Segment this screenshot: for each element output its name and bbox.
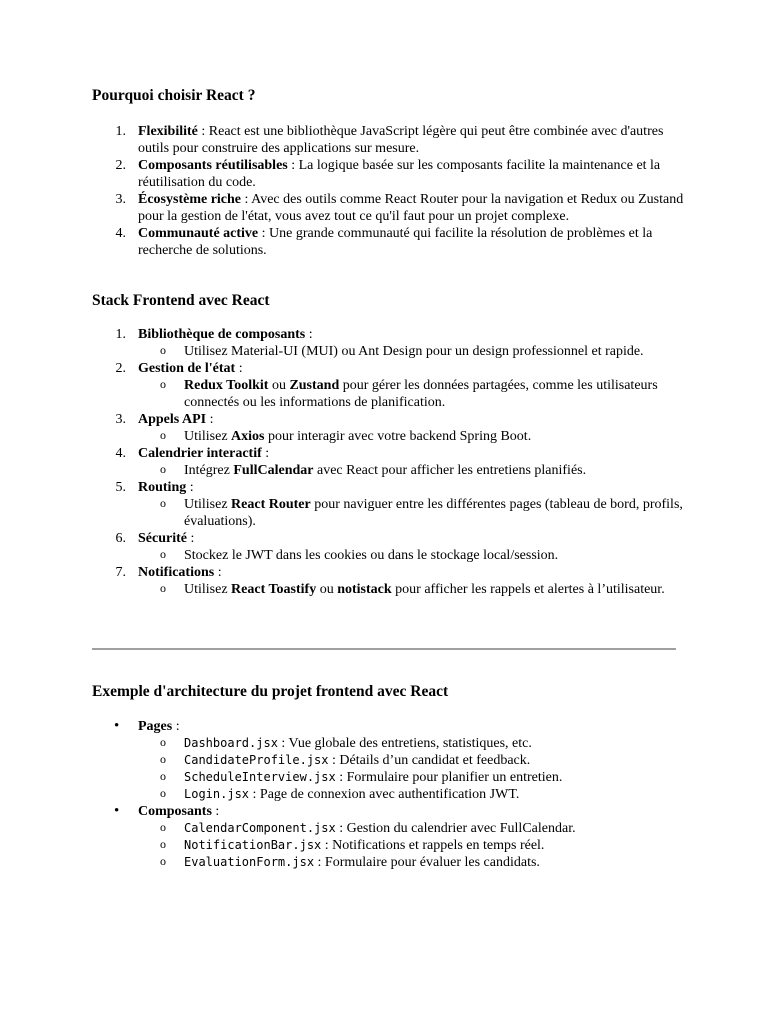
sub-text: : Détails d’un candidat et feedback.	[328, 753, 531, 768]
horizontal-rule	[92, 648, 676, 650]
item-colon: :	[211, 804, 220, 819]
sub-list	[138, 547, 692, 564]
sub-list	[138, 496, 692, 530]
list-number: 2.	[115, 361, 126, 376]
list-item	[92, 564, 692, 598]
sub-text: avec React pour afficher les entretiens planifiés.	[313, 463, 587, 478]
sub-list	[138, 462, 692, 479]
list-number: 4.	[115, 446, 126, 461]
item-term: Appels API	[138, 412, 207, 427]
sub-list	[138, 820, 692, 871]
list-item	[92, 803, 692, 871]
sub-term: Axios	[231, 429, 265, 444]
list-number: 3.	[115, 192, 126, 207]
sub-list	[138, 735, 692, 803]
sub-bullet: o	[160, 428, 166, 442]
list-number: 2.	[115, 158, 126, 173]
sub-list-item	[138, 581, 692, 598]
sub-list-item	[138, 854, 692, 871]
heading-stack-frontend: Stack Frontend avec React	[92, 292, 270, 309]
item-colon: :	[186, 480, 194, 495]
sub-text: : Notifications et rappels en temps réel.	[321, 838, 545, 853]
sub-text: Utilisez	[184, 497, 232, 512]
sub-list-item	[138, 820, 692, 837]
list-item	[92, 445, 692, 479]
item-colon: :	[305, 327, 313, 342]
list-item	[92, 157, 692, 191]
item-colon: :	[261, 446, 270, 461]
list-item	[92, 123, 692, 157]
architecture-list	[92, 718, 692, 871]
sub-bullet: o	[160, 343, 166, 357]
sub-bullet: o	[160, 752, 166, 766]
list-number: 6.	[115, 531, 126, 546]
sub-text: pour naviguer entre les différentes pages (tableau de bord, profils, évaluations).	[184, 497, 683, 529]
item-term: Pages	[138, 719, 173, 734]
list-item	[92, 225, 692, 259]
item-colon: :	[235, 361, 243, 376]
sub-text: : Formulaire pour planifier un entretien.	[335, 770, 563, 785]
list-item	[92, 479, 692, 530]
sub-list	[138, 581, 692, 598]
sub-term: FullCalendar	[233, 463, 314, 478]
file-name: ScheduleInterview.jsx	[184, 770, 336, 784]
heading-architecture: Exemple d'architecture du projet frontend avec React	[92, 683, 449, 700]
file-name: Dashboard.jsx	[184, 736, 278, 750]
sub-text: ou	[268, 378, 290, 393]
item-term: Flexibilité	[138, 124, 198, 139]
sub-bullet: o	[160, 547, 166, 561]
item-term: Écosystème riche	[138, 192, 242, 207]
list-item	[92, 191, 692, 225]
list-number: 1.	[115, 124, 126, 139]
item-term: Composants réutilisables	[138, 158, 288, 173]
sub-bullet: o	[160, 786, 166, 800]
item-term: Notifications	[138, 565, 215, 580]
sub-list-item	[138, 547, 692, 564]
file-name: CandidateProfile.jsx	[184, 753, 329, 767]
item-text: : Une grande communauté qui facilite la résolution de problèmes et la recherche de solutions.	[138, 226, 653, 258]
file-name: CalendarComponent.jsx	[184, 821, 336, 835]
sub-bullet: o	[160, 854, 166, 868]
item-text: : Avec des outils comme React Router pour la navigation et Redux ou Zustand pour la gestion de l'état, vous avez tout ce qu'il faut pour un projet complexe.	[138, 192, 684, 224]
sub-text: Utilisez Material-UI (MUI) ou Ant Design pour un design professionnel et rapide.	[184, 344, 644, 359]
item-colon: :	[206, 412, 214, 427]
sub-list-item	[138, 377, 692, 411]
item-colon: :	[172, 719, 180, 734]
sub-list	[138, 377, 692, 411]
item-text: : La logique basée sur les composants facilite la maintenance et la réutilisation du code.	[138, 158, 661, 190]
item-text: : React est une bibliothèque JavaScript légère qui peut être combinée avec d'autres outils pour construire des applications sur mesure.	[138, 124, 664, 156]
item-term: Composants	[138, 804, 212, 819]
sub-term: notistack	[337, 582, 392, 597]
sub-list	[138, 428, 692, 445]
sub-term: React Router	[231, 497, 311, 512]
sub-text: pour afficher les rappels et alertes à l’utilisateur.	[391, 582, 665, 597]
list-number: 1.	[115, 327, 126, 342]
why-react-list	[92, 123, 692, 259]
sub-list-item	[138, 837, 692, 854]
list-item	[92, 718, 692, 803]
list-number: 4.	[115, 226, 126, 241]
sub-bullet: o	[160, 581, 166, 595]
bullet: •	[114, 718, 120, 734]
sub-bullet: o	[160, 735, 166, 749]
sub-text: Utilisez	[184, 582, 232, 597]
sub-text: pour gérer les données partagées, comme les utilisateurs connectés ou les informations de planification.	[184, 378, 658, 410]
list-item	[92, 411, 692, 445]
bullet: •	[114, 803, 120, 819]
sub-term: React Toastify	[231, 582, 317, 597]
heading-why-react: Pourquoi choisir React ?	[92, 87, 256, 104]
sub-text: : Formulaire pour évaluer les candidats.	[314, 855, 540, 870]
item-colon: :	[214, 565, 222, 580]
sub-text: ou	[316, 582, 338, 597]
sub-text: : Page de connexion avec authentification JWT.	[249, 787, 520, 802]
sub-text: Utilisez	[184, 429, 232, 444]
sub-list-item	[138, 496, 692, 530]
sub-list-item	[138, 769, 692, 786]
sub-bullet: o	[160, 462, 166, 476]
item-term: Bibliothèque de composants	[138, 327, 306, 342]
item-term: Calendrier interactif	[138, 446, 262, 461]
sub-bullet: o	[160, 820, 166, 834]
sub-text: : Vue globale des entretiens, statistiques, etc.	[277, 736, 532, 751]
sub-text: Stockez le JWT dans les cookies ou dans le stockage local/session.	[184, 548, 559, 563]
item-term: Sécurité	[138, 531, 187, 546]
list-item	[92, 530, 692, 564]
sub-bullet: o	[160, 769, 166, 783]
sub-term: Redux Toolkit	[184, 378, 269, 393]
sub-term: Zustand	[289, 378, 340, 393]
sub-list-item	[138, 786, 692, 803]
list-number: 3.	[115, 412, 126, 427]
list-item	[92, 326, 692, 360]
sub-bullet: o	[160, 837, 166, 851]
sub-list-item	[138, 462, 692, 479]
sub-list-item	[138, 752, 692, 769]
sub-bullet: o	[160, 377, 166, 391]
sub-list-item	[138, 735, 692, 752]
list-item	[92, 360, 692, 411]
sub-list	[138, 343, 692, 360]
item-term: Communauté active	[138, 226, 259, 241]
sub-bullet: o	[160, 496, 166, 510]
item-term: Routing	[138, 480, 187, 495]
sub-list-item	[138, 428, 692, 445]
file-name: Login.jsx	[184, 787, 250, 801]
list-number: 7.	[115, 565, 126, 580]
sub-list-item	[138, 343, 692, 360]
file-name: EvaluationForm.jsx	[184, 855, 315, 869]
file-name: NotificationBar.jsx	[184, 838, 322, 852]
sub-text: : Gestion du calendrier avec FullCalendar.	[335, 821, 576, 836]
item-colon: :	[186, 531, 195, 546]
sub-text: pour interagir avec votre backend Spring Boot.	[264, 429, 532, 444]
stack-list	[92, 326, 692, 598]
item-term: Gestion de l'état	[138, 361, 236, 376]
list-number: 5.	[115, 480, 126, 495]
sub-text: Intégrez	[184, 463, 234, 478]
